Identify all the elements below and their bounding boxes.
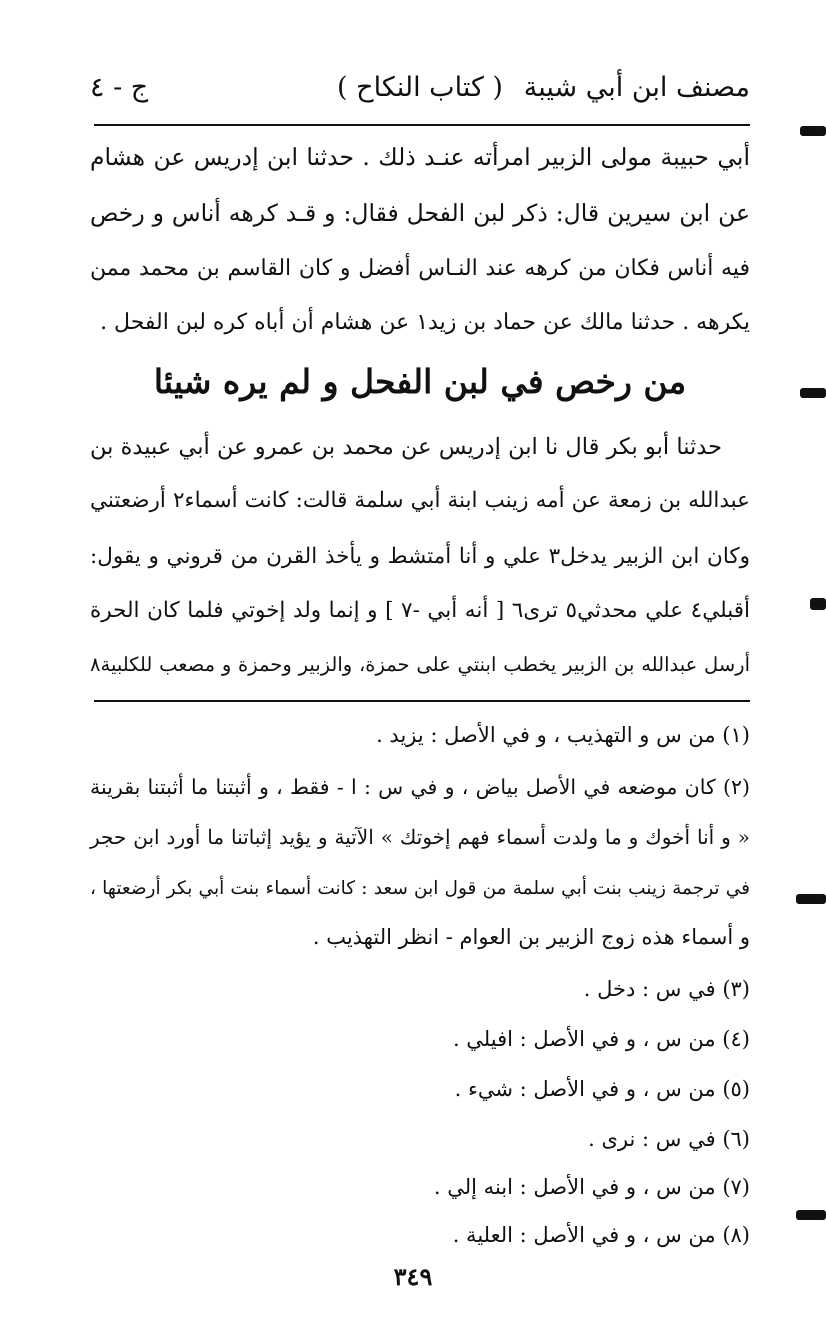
footnote: (٧) من س ، و في الأصل : ابنه إلي . [433,1175,750,1199]
body-line: فيه أناس فكان من كرهه عند النـاس أفضل و كان القاسم بن محمد ممن [90,256,750,281]
body-line: أقبلي٤ علي محدثي٥ ترى٦ [ أنه أبي -٧ ] و إنما ولد إخوتي فلما كان الحرة [90,598,750,623]
footnote: (٣) في س : دخل . [583,977,750,1001]
body-line: وكان ابن الزبير يدخل٣ علي و أنا أمتشط و يأخذ القرن من قروني و يقول: [90,544,750,569]
footnote: (٥) من س ، و في الأصل : شيء . [454,1077,750,1101]
header-rule [94,124,750,126]
footnote: في ترجمة زينب بنت أبي سلمة من قول ابن سعد : كانت أسماء بنت أبي بكر أرضعتها ، [90,878,750,899]
binding-mark [800,126,826,136]
footnote: (١) من س و التهذيب ، و في الأصل : يزيد . [376,723,750,747]
body-line: عن ابن سيرين قال: ذكر لبن الفحل فقال: و قـد كرهه أناس و رخص [90,199,750,227]
page-number: ٣٤٩ [393,1262,433,1291]
body-line: أرسل عبدالله بن الزبير يخطب ابنتي على حمزة، والزبير وحمزة و مصعب للكلبية٨ [90,653,750,676]
body-line: عبدالله بن زمعة عن أمه زينب ابنة أبي سلمة قالت: كانت أسماء٢ أرضعتني [90,488,750,513]
binding-mark [796,894,826,904]
binding-mark [796,1210,826,1220]
body-line: حدثنا أبو بكر قال نا ابن إدريس عن محمد بن عمرو عن أبي عبيدة بن [90,434,722,460]
body-line: يكرهه . حدثنا مالك عن حماد بن زيد١ عن هشام أن أباه كره لبن الفحل . [100,310,750,335]
section-heading: من رخص في لبن الفحل و لم يره شيئا [153,362,687,401]
footnote: (٨) من س ، و في الأصل : العلية . [452,1223,750,1247]
chapter-title: ( كتاب النكاح ) [337,72,503,103]
footnote: و أسماء هذه زوج الزبير بن العوام - انظر التهذيب . [312,925,750,949]
running-header [90,72,750,116]
body-line: أبي حبيبة مولى الزبير امرأته عنـد ذلك . حدثنا ابن إدريس عن هشام [90,143,750,171]
footnote: (٤) من س ، و في الأصل : افيلي . [452,1027,750,1051]
footnote: (٦) في س : نرى . [588,1127,750,1151]
volume-number: ج - ٤ [90,72,149,103]
binding-mark [810,598,826,610]
footnote: (٢) كان موضعه في الأصل بياض ، و في س : ا - فقط ، و أثبتنا ما أثبتنا بقرينة [90,775,750,799]
binding-mark [800,388,826,398]
footnote: « و أنا أخوك و ما ولدت أسماء فهم إخوتك » الآتية و يؤيد إثباتنا ما أورد ابن حجر [90,825,750,849]
footnote-rule [94,700,750,702]
book-title: مصنف ابن أبي شيبة [523,72,750,103]
